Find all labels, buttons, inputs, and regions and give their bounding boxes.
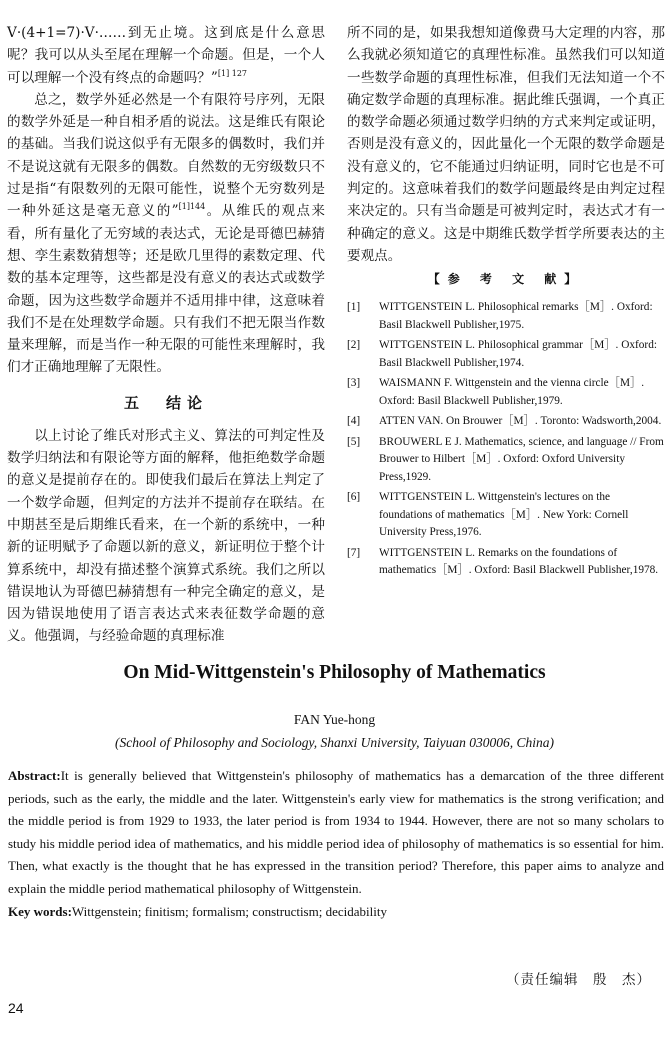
abstract-label: Abstract: xyxy=(8,768,61,783)
reference-number: [6] xyxy=(347,491,361,504)
left-para-continued xyxy=(7,22,325,89)
abstract-text: It is generally believed that Wittgenstein's philosophy of mathematics has a demarcation of the three different periods, such as the early, the middle and the later. Wittgenstein's early view for mathematics is the strong verification; and the middle period is from 1929 to 1933, the later period is from 1934 to 1944. However, there are not so many scholars to study his middle period idea of mathematics, and his middle period idea of philosophy of mathematics is so essential for him. Then, what exactly is the thought that he has expressed in the transition period? Therefore, this paper aims to analyze and explain the middle period mathematical philosophy of Wittgenstein. xyxy=(8,768,664,896)
reference-text: WITTGENSTEIN L. Remarks on the foundations of mathematics［M］. Oxford: Basil Blackwell Publisher,1978. xyxy=(379,546,659,577)
reference-item xyxy=(347,299,665,334)
references-heading: 【参 考 文 献】 xyxy=(427,272,585,287)
left-para-summary-text-1: 总之，数学外延必然是一个有限符号序列，无限的数学外延是一种自相矛盾的说法。这是维氏有限论的基础。当我们说这似乎有无限多的偶数时，我们并不是说这就有无限多的偶数。自然数的无穷级数只不过是指“有限数列的无限可能性，说整个无穷数列是一种外延这是毫无意义的” xyxy=(7,91,325,220)
reference-text: ATTEN VAN. On Brouwer［M］. Toronto: Wadsworth,2004. xyxy=(379,415,662,428)
page-number: 24 xyxy=(8,1000,24,1016)
reference-number: [5] xyxy=(347,435,361,448)
section-heading-conclusion: 五 结论 xyxy=(123,393,208,412)
reference-number: [3] xyxy=(347,377,361,390)
reference-text: WITTGENSTEIN L. Philosophical grammar［M］. Oxford: Basil Blackwell Publisher,1974. xyxy=(379,339,657,369)
english-affiliation: (School of Philosophy and Sociology, Shanxi University, Taiyuan 030006, China) xyxy=(115,735,554,750)
reference-text: WITTGENSTEIN L. Philosophical remarks［M］. Oxford: Basil Blackwell Publisher,1975. xyxy=(379,301,653,331)
left-column xyxy=(7,22,325,648)
left-para-continued-text: V·(4+1=7)·V·……到无止境。这到底是什么意思呢？我可以从头至尾在理解一个命题。但是，一个人可以理解一个没有终点的命题吗？” xyxy=(7,25,325,86)
reference-text: WAISMANN F. Wittgenstein and the vienna circle［M］. Oxford: Basil Blackwell Publisher,1979. xyxy=(379,377,645,407)
reference-text: BROUWERL E J. Mathematics, science, and language // From Brouwer to Hilbert［M］. Oxford: Oxford University Press,1929. xyxy=(379,435,664,483)
left-para-summary-text-2: 。从维氏的观点来看，所有量化了无穷域的表达式，无论是哥德巴赫猜想、孪生素数猜想等；还是欧几里得的素数定理、代数的基本定理等，这些都是没有意义的表达式或数学命题，因为这些数学命题并不适用排中律，这意味着我们不是在处理数学命题。只有我们不把无限当作数量来理解，而是当作一种无限的可能性来理解时，我们才正确地理解了无限性。 xyxy=(7,203,325,376)
responsible-editor: （责任编辑 殷 杰） xyxy=(506,972,651,988)
left-para-conclusion: 以上讨论了维氏对形式主义、算法的可判定性及数学归纳法和有限论等方面的解释，他拒绝数学命题的意义是提前存在的。即使我们最后在算法上判定了一个数学命题，但判定的方法并不提前存在联结。在中期甚至是后期维氏看来，在一个新的系统中，一种新的证明赋予了命题以新的意义，新证明位于整个计算系统中，却没有描述整个演算式系统。我们之所以错误地认为哥德巴赫猜想有一种完全确定的意义，是因为错误地使用了语言表达式来表征数学命题的意义。他强调，与经验命题的真理标准 xyxy=(7,427,325,645)
left-para-summary xyxy=(7,89,325,379)
english-author: FAN Yue-hong xyxy=(293,712,376,727)
reference-number: [4] xyxy=(347,415,361,428)
keywords-text: Wittgenstein; finitism; formalism; constructism; decidability xyxy=(71,903,387,919)
citation-ref: [1] 127 xyxy=(217,68,248,78)
english-title: On Mid-Wittgenstein's Philosophy of Mathematics xyxy=(123,662,546,683)
english-abstract xyxy=(8,765,664,923)
reference-item xyxy=(347,434,665,487)
keywords-label: Key words: xyxy=(8,903,72,919)
reference-item xyxy=(347,489,665,542)
reference-number: [7] xyxy=(347,546,361,559)
reference-item xyxy=(347,413,665,431)
citation-ref: [1]144 xyxy=(178,202,206,212)
right-para-continued: 所不同的是，如果我想知道像费马大定理的内容，那么我就必须知道它的真理性标准。虽然我们可以知道一些数学命题的真理性标准，但我们无法知道一个不确定数学命题的真理标准。据此维氏强调，一个真正的数学命题必须通过数学归纳的方式来判定或证明，否则是没有意义的，因此量化一个无限的数学命题是没有意义的，它不能通过归纳证明，同时它也是不可判定的。这意味着我们的数学问题最终是由判定过程来决定的。只有当命题是可被判定时，表达式才有一种确定的意义。这是中期维氏数学哲学所要表达的主要观点。 xyxy=(347,25,665,264)
reference-number: [1] xyxy=(347,301,361,314)
references-list xyxy=(347,299,665,580)
reference-number: [2] xyxy=(347,339,361,352)
right-column xyxy=(347,22,665,583)
reference-item xyxy=(347,375,665,410)
reference-text: WITTGENSTEIN L. Wittgenstein's lectures on the foundations of mathematics［M］. New York: Cornell University Press,1976. xyxy=(379,491,629,539)
reference-item xyxy=(347,545,665,580)
reference-item xyxy=(347,337,665,372)
